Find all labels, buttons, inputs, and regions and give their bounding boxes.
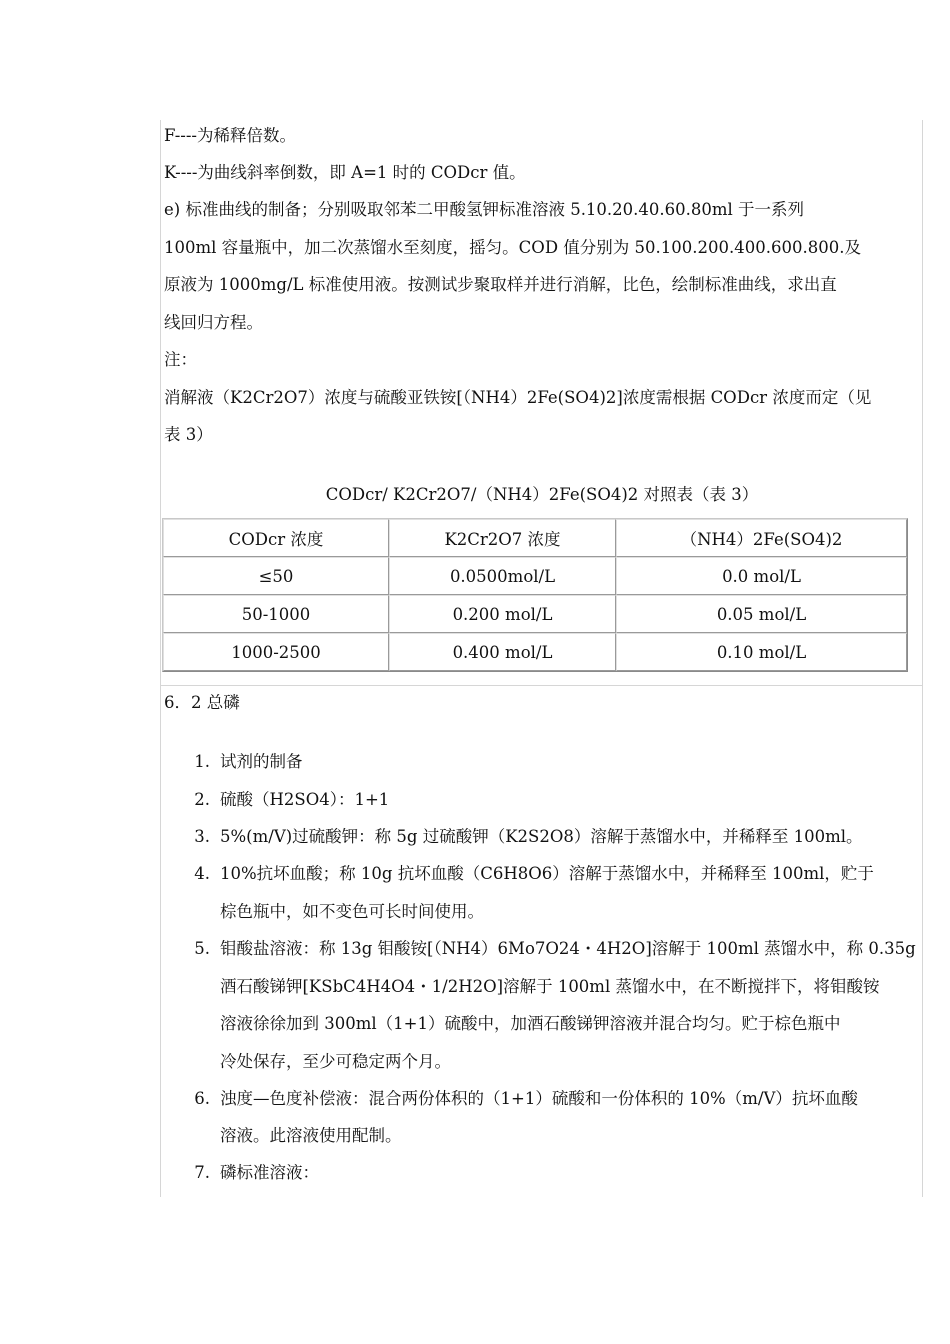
list-item <box>180 1089 858 1109</box>
table-cell: 0.0 mol/L <box>616 557 907 595</box>
table-row <box>163 595 907 633</box>
paragraph-calibration-line-3: 原液为 1000mg/L 标准使用液。按测试步聚取样并进行消解，比色，绘制标准曲线，求出直 <box>164 275 837 294</box>
list-item <box>180 827 863 847</box>
list-item <box>180 939 916 959</box>
paragraph-calibration-line-2: 100ml 容量瓶中，加二次蒸馏水至刻度，摇匀。COD 值分别为 50.100.200.400.600.800.及 <box>164 238 861 257</box>
list-item-continuation: 溶液徐徐加到 300ml（1+1）硫酸中，加酒石酸锑钾溶液并混合均匀。贮于棕色瓶中 <box>220 1014 841 1033</box>
list-item-text: 浊度—色度补偿液：混合两份体积的（1+1）硫酸和一份体积的 10%（m/V）抗坏血酸 <box>220 1089 858 1108</box>
cod-reference-table <box>162 518 908 672</box>
list-item-number: 1. <box>194 752 210 771</box>
table-header-cell: K2Cr2O7 浓度 <box>389 519 616 557</box>
note-line-2: 表 3） <box>164 425 213 444</box>
list-item-continuation: 溶液。此溶液使用配制。 <box>220 1126 402 1145</box>
list-item-number: 5. <box>194 939 210 958</box>
table-row <box>163 557 907 595</box>
list-item-number: 3. <box>194 827 210 846</box>
paragraph-calibration-line-4: 线回归方程。 <box>164 313 263 332</box>
list-item-number: 2. <box>194 790 210 809</box>
note-line-1: 消解液（K2Cr2O7）浓度与硫酸亚铁铵[（NH4）2Fe(SO4)2]浓度需根据 CODcr 浓度而定（见 <box>164 388 872 407</box>
table-header-cell: （NH4）2Fe(SO4)2 <box>616 519 907 557</box>
list-item-text: 钼酸盐溶液：称 13g 钼酸铵[（NH4）6Mo7O24・4H2O]溶解于 100ml 蒸馏水中，称 0.35g <box>220 939 916 958</box>
note-label: 注： <box>164 350 197 369</box>
list-item-text: 5%(m/V)过硫酸钾：称 5g 过硫酸钾（K2S2O8）溶解于蒸馏水中，并稀释至 100ml。 <box>220 827 863 846</box>
table-row <box>163 633 907 671</box>
table-cell: 0.0500mol/L <box>389 557 616 595</box>
table-cell: 0.10 mol/L <box>616 633 907 671</box>
paragraph-calibration-line-1: e) 标准曲线的制备；分别吸取邻苯二甲酸氢钾标准溶液 5.10.20.40.60.80ml 于一系列 <box>164 200 805 219</box>
list-item-continuation: 酒石酸锑钾[KSbC4H4O4・1/2H2O]溶解于 100ml 蒸馏水中，在不断搅拌下，将钼酸铵 <box>220 977 880 996</box>
list-item <box>180 1163 319 1183</box>
list-item-number: 7. <box>194 1163 210 1182</box>
list-item <box>180 790 389 810</box>
list-item-text: 试剂的制备 <box>220 752 303 771</box>
table-caption: CODcr/ K2Cr2O7/（NH4）2Fe(SO4)2 对照表（表 3） <box>325 485 759 504</box>
table-cell: 1000-2500 <box>163 633 389 671</box>
paragraph-dilution-factor: F----为稀释倍数。 <box>164 126 297 145</box>
table-header-row <box>163 519 907 557</box>
list-item-number: 6. <box>194 1089 210 1108</box>
table-cell: 0.200 mol/L <box>389 595 616 633</box>
table-cell: 50-1000 <box>163 595 389 633</box>
list-item-text: 磷标准溶液： <box>220 1163 319 1182</box>
table-cell: ≤50 <box>163 557 389 595</box>
table-cell: 0.400 mol/L <box>389 633 616 671</box>
list-item-continuation: 棕色瓶中，如不变色可长时间使用。 <box>220 902 484 921</box>
table-cell: 0.05 mol/L <box>616 595 907 633</box>
list-item <box>180 864 874 884</box>
table-header-cell: CODcr 浓度 <box>163 519 389 557</box>
list-item-continuation: 冷处保存，至少可稳定两个月。 <box>220 1052 451 1071</box>
list-item-text: 10%抗坏血酸；称 10g 抗坏血酸（C6H8O6）溶解于蒸馏水中，并稀释至 100ml，贮于 <box>220 864 874 883</box>
section-heading: 6．2 总磷 <box>164 693 240 712</box>
list-item-number: 4. <box>194 864 210 883</box>
list-item <box>180 752 303 772</box>
list-item-text: 硫酸（H2SO4）：1+1 <box>220 790 390 809</box>
paragraph-slope-reciprocal: K----为曲线斜率倒数，即 A=1 时的 CODcr 值。 <box>164 163 526 182</box>
